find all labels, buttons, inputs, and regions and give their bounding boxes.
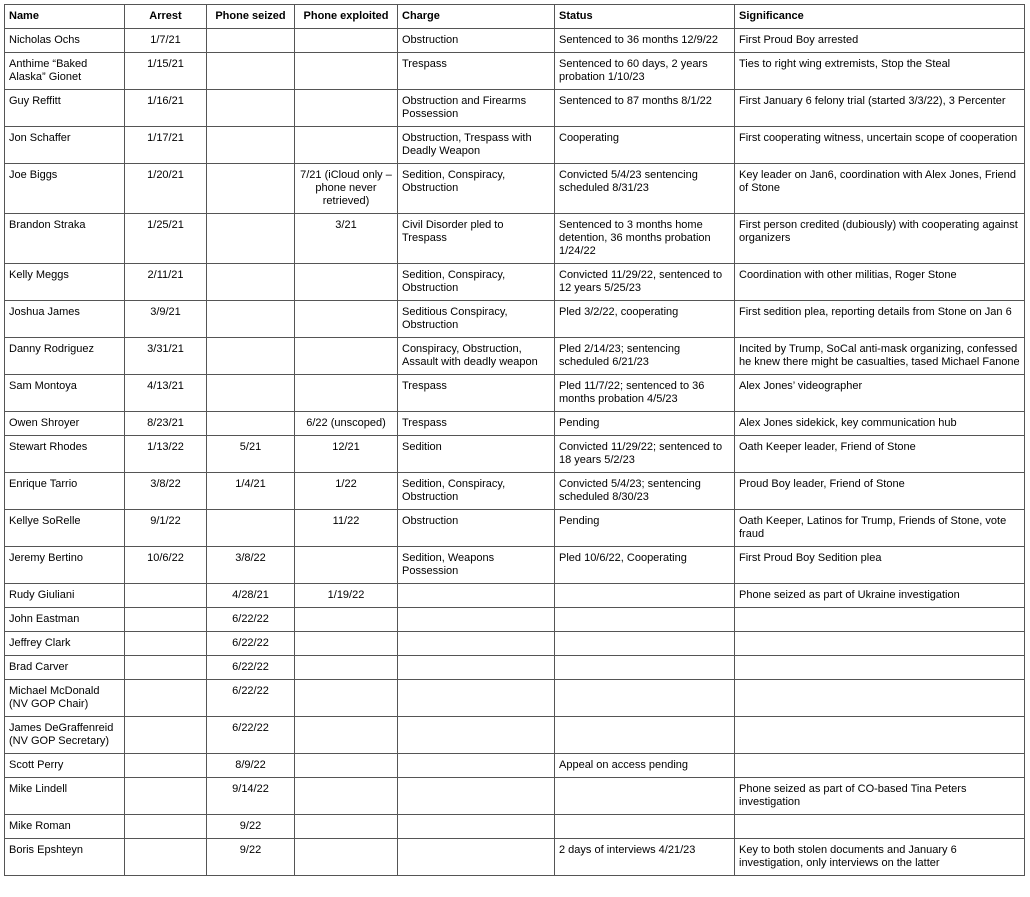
cell-significance: Phone seized as part of CO-based Tina Peters investigation <box>735 778 1025 815</box>
table-row <box>5 53 1025 90</box>
cell-arrest <box>125 717 207 754</box>
cell-name: Brandon Straka <box>5 214 125 264</box>
table-row <box>5 608 1025 632</box>
cell-status: Sentenced to 3 months home detention, 36 months probation 1/24/22 <box>555 214 735 264</box>
cell-significance: First sedition plea, reporting details from Stone on Jan 6 <box>735 301 1025 338</box>
cell-status: Convicted 5/4/23; sentencing scheduled 8/30/23 <box>555 473 735 510</box>
cell-phone-exploited: 7/21 (iCloud only – phone never retrieved) <box>295 164 398 214</box>
cell-status: Convicted 11/29/22; sentenced to 18 years 5/2/23 <box>555 436 735 473</box>
cell-significance: Key to both stolen documents and January 6 investigation, only interviews on the latter <box>735 839 1025 876</box>
table-header-row <box>5 5 1025 29</box>
cell-significance: Key leader on Jan6, coordination with Alex Jones, Friend of Stone <box>735 164 1025 214</box>
table-row <box>5 214 1025 264</box>
cell-phone-seized <box>207 214 295 264</box>
header-phone-exploited: Phone exploited <box>295 5 398 29</box>
cell-charge: Seditious Conspiracy, Obstruction <box>398 301 555 338</box>
cell-phone-exploited <box>295 815 398 839</box>
cell-phone-seized <box>207 301 295 338</box>
cell-status <box>555 584 735 608</box>
cell-charge: Sedition, Conspiracy, Obstruction <box>398 164 555 214</box>
cell-charge <box>398 717 555 754</box>
header-status: Status <box>555 5 735 29</box>
cell-name: Nicholas Ochs <box>5 29 125 53</box>
cell-name: Kelly Meggs <box>5 264 125 301</box>
cell-charge: Conspiracy, Obstruction, Assault with deadly weapon <box>398 338 555 375</box>
cell-significance <box>735 608 1025 632</box>
cell-name: John Eastman <box>5 608 125 632</box>
cell-phone-seized: 6/22/22 <box>207 608 295 632</box>
cell-arrest: 1/13/22 <box>125 436 207 473</box>
cell-charge <box>398 584 555 608</box>
cell-name: Sam Montoya <box>5 375 125 412</box>
cell-phone-exploited: 11/22 <box>295 510 398 547</box>
cell-charge <box>398 839 555 876</box>
cell-phone-exploited <box>295 632 398 656</box>
cell-name: Brad Carver <box>5 656 125 680</box>
cell-charge <box>398 632 555 656</box>
cell-phone-exploited <box>295 680 398 717</box>
cell-status <box>555 656 735 680</box>
cell-name: Jon Schaffer <box>5 127 125 164</box>
cell-phone-seized <box>207 375 295 412</box>
cell-phone-exploited <box>295 717 398 754</box>
table-row <box>5 127 1025 164</box>
cell-phone-exploited <box>295 375 398 412</box>
cell-phone-seized: 4/28/21 <box>207 584 295 608</box>
cell-name: Anthime “Baked Alaska” Gionet <box>5 53 125 90</box>
table-row <box>5 815 1025 839</box>
cell-status <box>555 608 735 632</box>
cell-significance: Oath Keeper, Latinos for Trump, Friends of Stone, vote fraud <box>735 510 1025 547</box>
cell-arrest: 4/13/21 <box>125 375 207 412</box>
cell-status <box>555 815 735 839</box>
cell-arrest: 8/23/21 <box>125 412 207 436</box>
cell-significance: Coordination with other militias, Roger Stone <box>735 264 1025 301</box>
cell-significance: First person credited (dubiously) with cooperating against organizers <box>735 214 1025 264</box>
cell-status <box>555 778 735 815</box>
cell-phone-exploited <box>295 264 398 301</box>
cell-arrest: 2/11/21 <box>125 264 207 301</box>
table-row <box>5 29 1025 53</box>
cell-phone-exploited <box>295 778 398 815</box>
cell-status: Pending <box>555 510 735 547</box>
cell-charge: Sedition, Conspiracy, Obstruction <box>398 264 555 301</box>
cell-phone-seized <box>207 29 295 53</box>
cell-phone-seized <box>207 90 295 127</box>
cell-status: 2 days of interviews 4/21/23 <box>555 839 735 876</box>
cell-charge: Sedition, Weapons Possession <box>398 547 555 584</box>
cell-status: Pled 3/2/22, cooperating <box>555 301 735 338</box>
table-row <box>5 584 1025 608</box>
cell-significance: Incited by Trump, SoCal anti-mask organizing, confessed he knew there might be casualties, tased Michael Fanone <box>735 338 1025 375</box>
cell-charge <box>398 754 555 778</box>
cell-status: Pled 10/6/22, Cooperating <box>555 547 735 584</box>
cell-name: Mike Roman <box>5 815 125 839</box>
cell-charge: Sedition, Conspiracy, Obstruction <box>398 473 555 510</box>
cell-phone-exploited: 1/19/22 <box>295 584 398 608</box>
cell-phone-exploited <box>295 338 398 375</box>
header-phone-seized: Phone seized <box>207 5 295 29</box>
table-row <box>5 656 1025 680</box>
cell-phone-seized: 3/8/22 <box>207 547 295 584</box>
cell-name: Kellye SoRelle <box>5 510 125 547</box>
table-row <box>5 778 1025 815</box>
cell-significance <box>735 656 1025 680</box>
cell-phone-exploited: 1/22 <box>295 473 398 510</box>
table-row <box>5 754 1025 778</box>
cell-status: Pled 11/7/22; sentenced to 36 months probation 4/5/23 <box>555 375 735 412</box>
cell-status: Sentenced to 60 days, 2 years probation 1/10/23 <box>555 53 735 90</box>
cell-charge: Obstruction <box>398 29 555 53</box>
cell-arrest: 1/17/21 <box>125 127 207 164</box>
cell-arrest: 1/16/21 <box>125 90 207 127</box>
cell-significance: Ties to right wing extremists, Stop the Steal <box>735 53 1025 90</box>
cell-charge <box>398 656 555 680</box>
cell-name: Jeremy Bertino <box>5 547 125 584</box>
table-row <box>5 264 1025 301</box>
cell-name: Danny Rodriguez <box>5 338 125 375</box>
cell-significance: First Proud Boy arrested <box>735 29 1025 53</box>
cell-name: Jeffrey Clark <box>5 632 125 656</box>
cell-phone-exploited <box>295 127 398 164</box>
table-row <box>5 164 1025 214</box>
cell-phone-exploited <box>295 29 398 53</box>
cell-charge: Trespass <box>398 412 555 436</box>
cell-phone-exploited: 12/21 <box>295 436 398 473</box>
cell-phone-exploited <box>295 90 398 127</box>
cell-arrest: 1/20/21 <box>125 164 207 214</box>
cell-name: Boris Epshteyn <box>5 839 125 876</box>
cell-charge: Obstruction <box>398 510 555 547</box>
cell-phone-exploited <box>295 301 398 338</box>
cell-charge: Trespass <box>398 53 555 90</box>
cell-significance: Phone seized as part of Ukraine investigation <box>735 584 1025 608</box>
cell-status: Convicted 11/29/22, sentenced to 12 years 5/25/23 <box>555 264 735 301</box>
cell-significance <box>735 754 1025 778</box>
cell-arrest <box>125 656 207 680</box>
cell-charge <box>398 815 555 839</box>
cell-significance: Alex Jones sidekick, key communication hub <box>735 412 1025 436</box>
cell-phone-seized <box>207 53 295 90</box>
cell-arrest: 3/31/21 <box>125 338 207 375</box>
table-row <box>5 717 1025 754</box>
cell-arrest <box>125 839 207 876</box>
case-table <box>4 4 1025 876</box>
table-row <box>5 473 1025 510</box>
table-row <box>5 338 1025 375</box>
header-charge: Charge <box>398 5 555 29</box>
cell-phone-seized: 6/22/22 <box>207 680 295 717</box>
cell-phone-seized: 9/14/22 <box>207 778 295 815</box>
cell-status: Sentenced to 87 months 8/1/22 <box>555 90 735 127</box>
cell-arrest: 3/8/22 <box>125 473 207 510</box>
header-name: Name <box>5 5 125 29</box>
table-row <box>5 301 1025 338</box>
cell-phone-seized <box>207 264 295 301</box>
cell-phone-seized <box>207 164 295 214</box>
cell-status: Sentenced to 36 months 12/9/22 <box>555 29 735 53</box>
cell-arrest: 3/9/21 <box>125 301 207 338</box>
table-row <box>5 436 1025 473</box>
cell-phone-seized: 1/4/21 <box>207 473 295 510</box>
cell-name: James DeGraffenreid (NV GOP Secretary) <box>5 717 125 754</box>
table-row <box>5 839 1025 876</box>
cell-status: Appeal on access pending <box>555 754 735 778</box>
cell-phone-exploited <box>295 608 398 632</box>
cell-phone-seized: 6/22/22 <box>207 632 295 656</box>
cell-arrest <box>125 608 207 632</box>
cell-significance: First January 6 felony trial (started 3/3/22), 3 Percenter <box>735 90 1025 127</box>
cell-significance: Oath Keeper leader, Friend of Stone <box>735 436 1025 473</box>
cell-charge: Obstruction and Firearms Possession <box>398 90 555 127</box>
cell-name: Mike Lindell <box>5 778 125 815</box>
table-row <box>5 547 1025 584</box>
table-body <box>5 29 1025 876</box>
cell-charge <box>398 778 555 815</box>
cell-significance <box>735 815 1025 839</box>
document-page <box>4 4 1025 876</box>
cell-charge: Obstruction, Trespass with Deadly Weapon <box>398 127 555 164</box>
cell-status: Pending <box>555 412 735 436</box>
cell-arrest: 1/25/21 <box>125 214 207 264</box>
cell-name: Guy Reffitt <box>5 90 125 127</box>
cell-name: Enrique Tarrio <box>5 473 125 510</box>
cell-status: Convicted 5/4/23 sentencing scheduled 8/31/23 <box>555 164 735 214</box>
cell-phone-seized: 5/21 <box>207 436 295 473</box>
cell-phone-seized <box>207 338 295 375</box>
cell-phone-exploited: 6/22 (unscoped) <box>295 412 398 436</box>
cell-charge <box>398 608 555 632</box>
cell-significance <box>735 717 1025 754</box>
cell-charge <box>398 680 555 717</box>
cell-phone-seized: 6/22/22 <box>207 656 295 680</box>
cell-name: Michael McDonald (NV GOP Chair) <box>5 680 125 717</box>
header-significance: Significance <box>735 5 1025 29</box>
cell-phone-exploited <box>295 754 398 778</box>
cell-name: Joshua James <box>5 301 125 338</box>
cell-arrest: 9/1/22 <box>125 510 207 547</box>
cell-arrest: 10/6/22 <box>125 547 207 584</box>
table-row <box>5 632 1025 656</box>
cell-phone-seized <box>207 127 295 164</box>
cell-arrest <box>125 680 207 717</box>
cell-name: Joe Biggs <box>5 164 125 214</box>
cell-phone-exploited: 3/21 <box>295 214 398 264</box>
table-row <box>5 375 1025 412</box>
cell-charge: Civil Disorder pled to Trespass <box>398 214 555 264</box>
cell-arrest <box>125 632 207 656</box>
cell-charge: Sedition <box>398 436 555 473</box>
cell-name: Stewart Rhodes <box>5 436 125 473</box>
cell-arrest <box>125 584 207 608</box>
cell-significance: First Proud Boy Sedition plea <box>735 547 1025 584</box>
cell-status: Pled 2/14/23; sentencing scheduled 6/21/23 <box>555 338 735 375</box>
cell-arrest <box>125 778 207 815</box>
cell-phone-exploited <box>295 547 398 584</box>
cell-charge: Trespass <box>398 375 555 412</box>
table-row <box>5 412 1025 436</box>
cell-phone-seized: 8/9/22 <box>207 754 295 778</box>
cell-phone-seized: 9/22 <box>207 815 295 839</box>
cell-arrest: 1/15/21 <box>125 53 207 90</box>
cell-name: Rudy Giuliani <box>5 584 125 608</box>
table-row <box>5 510 1025 547</box>
table-row <box>5 680 1025 717</box>
cell-significance <box>735 680 1025 717</box>
cell-status <box>555 680 735 717</box>
cell-name: Owen Shroyer <box>5 412 125 436</box>
cell-phone-exploited <box>295 53 398 90</box>
cell-phone-seized: 9/22 <box>207 839 295 876</box>
cell-arrest <box>125 815 207 839</box>
cell-significance: First cooperating witness, uncertain scope of cooperation <box>735 127 1025 164</box>
cell-arrest: 1/7/21 <box>125 29 207 53</box>
cell-significance <box>735 632 1025 656</box>
cell-phone-exploited <box>295 656 398 680</box>
header-arrest: Arrest <box>125 5 207 29</box>
cell-name: Scott Perry <box>5 754 125 778</box>
cell-phone-seized <box>207 510 295 547</box>
table-row <box>5 90 1025 127</box>
cell-significance: Alex Jones’ videographer <box>735 375 1025 412</box>
cell-phone-seized: 6/22/22 <box>207 717 295 754</box>
cell-status <box>555 632 735 656</box>
cell-phone-seized <box>207 412 295 436</box>
cell-phone-exploited <box>295 839 398 876</box>
cell-arrest <box>125 754 207 778</box>
cell-significance: Proud Boy leader, Friend of Stone <box>735 473 1025 510</box>
cell-status: Cooperating <box>555 127 735 164</box>
cell-status <box>555 717 735 754</box>
